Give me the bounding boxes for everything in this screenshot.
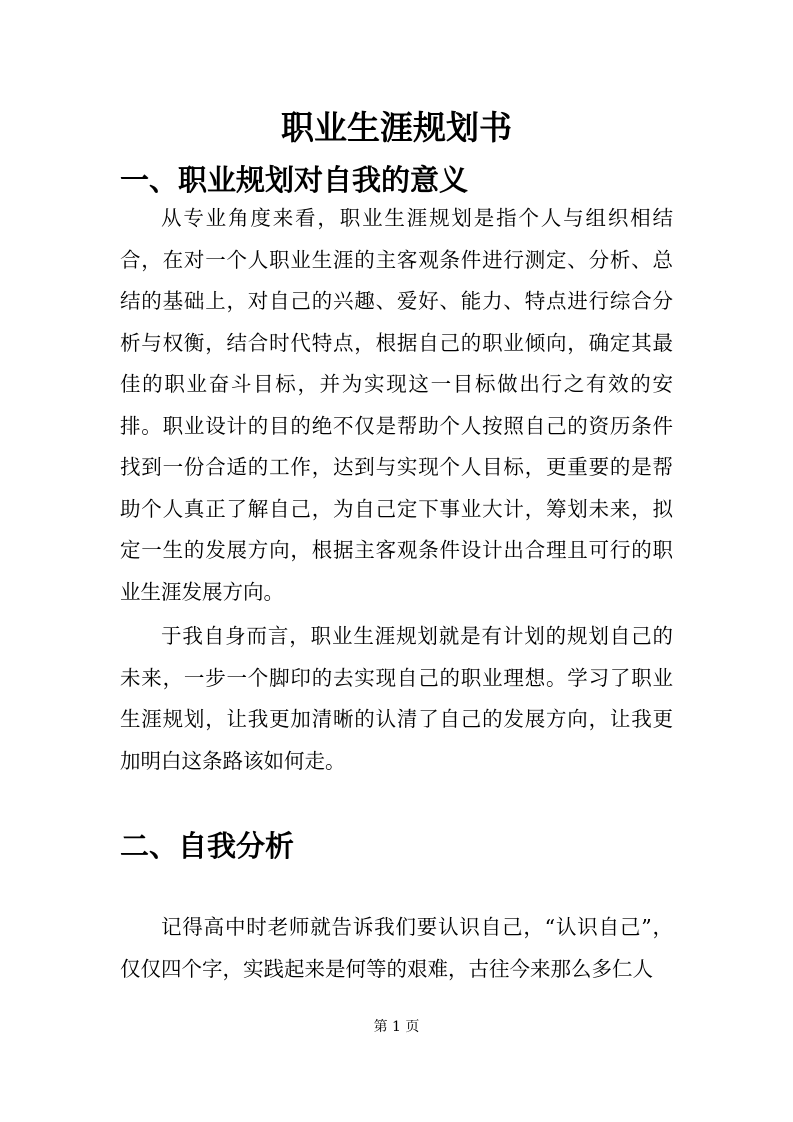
section-heading-meaning: 一、职业规划对自我的意义 (120, 163, 469, 197)
paragraph: 从专业角度来看，职业生涯规划是指个人与组织相结合，在对一个人职业生涯的主客观条件进行测定、分析、总结的基础上，对自己的兴趣、爱好、能力、特点进行综合分析与权衡，结合时代特点，根据自己的职业倾向，确定其最佳的职业奋斗目标，并为实现这一目标做出行之有效的安排。职业设计的目的绝不仅是帮助个人按照自己的资历条件找到一份合适的工作，达到与实现个人目标，更重要的是帮助个人真正了解自己，为自己定下事业大计，筹划未来，拟定一生的发展方向，根据主客观条件设计出合理且可行的职业生涯发展方向。 (120, 206, 673, 604)
page-number: 第 1 页 (373, 1019, 420, 1035)
paragraph: 于我自身而言，职业生涯规划就是有计划的规划自己的未来，一步一个脚印的去实现自己的职业理想。学习了职业生涯规划，让我更加清晰的认清了自己的发展方向，让我更加明白这条路该如何走。 (120, 624, 673, 773)
paragraph: 记得高中时老师就告诉我们要认识自己，“认识自己”，仅仅四个字，实践起来是何等的艰难，古往今来那么多仁人 (120, 915, 673, 981)
section-heading-self-analysis: 二、自我分析 (120, 829, 295, 863)
document-title: 职业生涯规划书 (281, 108, 512, 147)
